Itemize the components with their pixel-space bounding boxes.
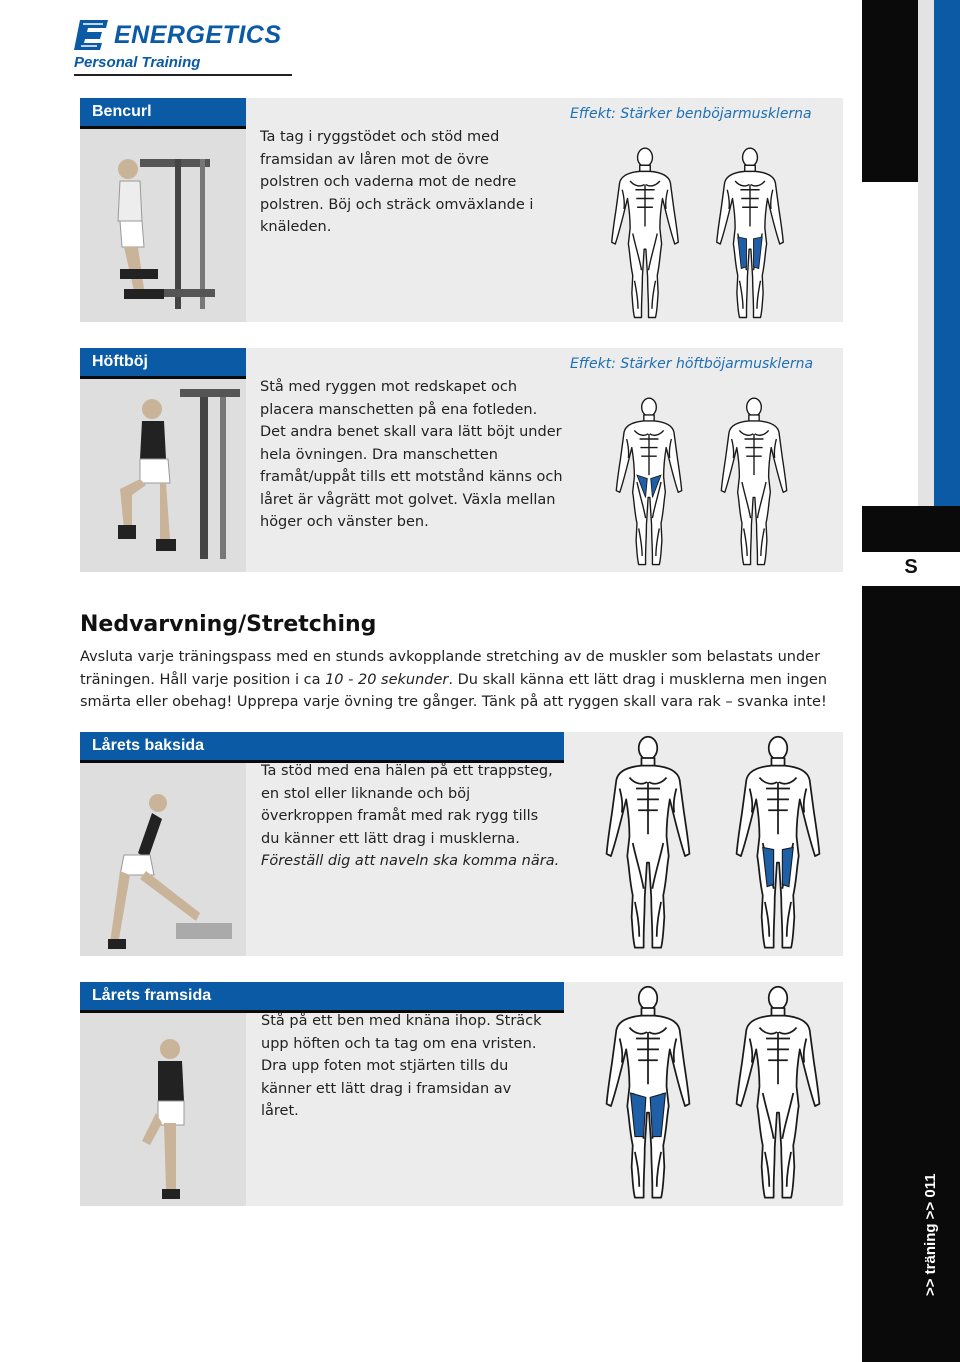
muscle-anatomy-figure-icon (710, 396, 798, 568)
section-title: Nedvarvning/Stretching (80, 612, 377, 637)
muscle-figures (600, 146, 840, 321)
section-text-emphasis: 10 - 20 sekunder (325, 671, 449, 688)
stretch-photo (80, 1013, 246, 1206)
exercise-title: Höftböj (80, 348, 246, 376)
stretch-title: Lårets baksida (80, 732, 564, 760)
page-label: >> träning >> 011 (922, 1173, 939, 1296)
brand-tagline: Personal Training (74, 54, 201, 71)
muscle-figures (605, 396, 845, 572)
stretch-note: Föreställ dig att naveln ska komma nära. (261, 853, 560, 869)
stretch-description-text: Ta stöd med ena hälen på ett trappsteg, en stol eller liknande och böj överkroppen framåt med rak rygg tills du känner ett lätt drag i musklerna. (261, 763, 553, 847)
section-text-part: . Du skall känna ett lätt drag i musklerna men ingen smärta eller obehag! Upprepa varje övning tre gånger. Tänk på att ryggen skall vara rak – svanka inte! (80, 671, 828, 710)
muscle-anatomy-figure-icon (605, 396, 693, 568)
brand-name: ENERGETICS (114, 20, 282, 49)
exercise-effect: Effekt: Stärker höftböjarmusklerna (570, 356, 814, 372)
right-gray-strip (918, 0, 934, 566)
muscle-figures (592, 734, 842, 956)
stretch-description: Stå på ett ben med knäna ihop. Sträck upp höften och ta tag om ena vristen. Dra upp foten mot stjärten tills du känner ett lätt drag i framsidan av låret. (261, 1013, 542, 1119)
exercise-description: Stå med ryggen mot redskapet och placera manschetten på ena fotleden. Det andra benet skall vara lätt böjt under hela övningen. Dra manschetten framåt/uppåt tills ett motstånd känns och låret är vågrätt mot golvet. Växla mellan höger och vänster ben. (260, 379, 563, 530)
exercise-photo (80, 379, 246, 572)
stretch-panel-larets-framsida (80, 982, 843, 1206)
muscle-anatomy-figure-icon (592, 734, 704, 952)
stretch-description (261, 760, 561, 873)
muscle-anatomy-figure-icon (722, 734, 834, 952)
muscle-anatomy-figure-icon (600, 146, 690, 321)
stretch-photo (80, 763, 246, 956)
stretch-title: Lårets framsida (80, 982, 564, 1010)
exercise-effect: Effekt: Stärker benböjarmusklerna (570, 106, 812, 122)
exercise-title: Bencurl (80, 98, 246, 126)
stretch-panel-larets-baksida (80, 732, 843, 956)
exercise-description: Ta tag i ryggstödet och stöd med framsidan av låren mot de övre polstren och vaderna mot de nedre polstren. Böj och sträck omväxlande i knäleden. (260, 129, 534, 235)
section-tab-letter: S (904, 556, 918, 578)
muscle-anatomy-figure-icon (705, 146, 795, 321)
exercise-photo (80, 129, 246, 322)
muscle-figures (592, 984, 842, 1206)
muscle-anatomy-figure-icon (592, 984, 704, 1202)
exercise-panel-hoftboj (80, 348, 843, 572)
logo-divider (74, 74, 292, 76)
brand-logo (74, 18, 292, 76)
exercise-panel-bencurl (80, 98, 843, 322)
energetics-e-icon (74, 18, 110, 52)
top-right-black-bar (862, 0, 918, 182)
section-text-part: Avsluta varje träningspass med en stunds avkopplande stretching av de muskler som belastats under träningen. Håll varje position i ca (80, 649, 821, 688)
muscle-anatomy-figure-icon (722, 984, 834, 1202)
section-text (80, 646, 840, 714)
